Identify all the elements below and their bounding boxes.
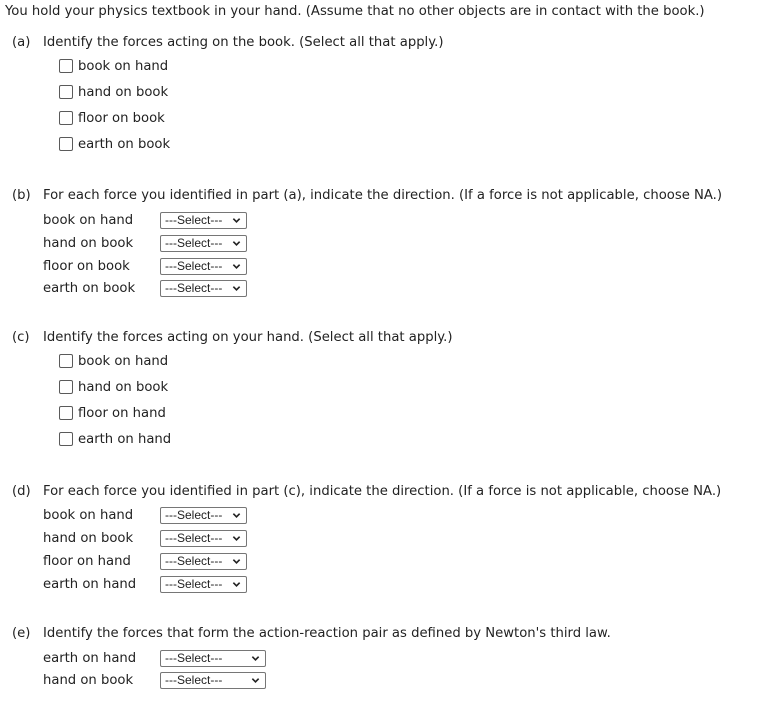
force-label: hand on book	[43, 236, 134, 251]
pair-select[interactable]	[160, 650, 266, 667]
part-d-label: (d)	[12, 484, 31, 499]
checkbox[interactable]	[59, 406, 73, 420]
select-value: ---Select---	[165, 508, 223, 522]
pair-select[interactable]	[160, 672, 266, 689]
option-label: book on hand	[78, 354, 169, 369]
part-a-option[interactable]	[59, 85, 168, 105]
direction-select[interactable]	[160, 576, 247, 593]
part-b-question-row	[12, 188, 722, 203]
force-label: book on hand	[43, 508, 134, 523]
force-label: earth on hand	[43, 651, 137, 666]
direction-select[interactable]	[160, 280, 247, 297]
chevron-down-icon	[251, 654, 260, 663]
part-a-option[interactable]	[59, 137, 170, 157]
part-a-question-row	[12, 35, 443, 50]
chevron-down-icon	[232, 511, 241, 520]
part-a-question: Identify the forces acting on the book. (Select all that apply.)	[43, 35, 444, 50]
checkbox[interactable]	[59, 354, 73, 368]
select-value: ---Select---	[165, 577, 223, 591]
part-d-question-row	[12, 484, 721, 499]
checkbox[interactable]	[59, 85, 73, 99]
option-label: hand on book	[78, 85, 169, 100]
select-value: ---Select---	[165, 554, 223, 568]
chevron-down-icon	[232, 216, 241, 225]
direction-select[interactable]	[160, 258, 247, 275]
direction-select[interactable]	[160, 235, 247, 252]
chevron-down-icon	[232, 262, 241, 271]
part-e-question-row	[12, 626, 611, 641]
option-label: floor on book	[78, 111, 165, 126]
part-d-question: For each force you identified in part (c), indicate the direction. (If a force is not applicable, choose NA.)	[43, 484, 722, 499]
part-c-option[interactable]	[59, 380, 168, 400]
select-value: ---Select---	[165, 281, 223, 295]
part-b-label: (b)	[12, 188, 31, 203]
part-c-option[interactable]	[59, 354, 168, 374]
chevron-down-icon	[232, 239, 241, 248]
checkbox[interactable]	[59, 432, 73, 446]
checkbox[interactable]	[59, 380, 73, 394]
part-c-label: (c)	[12, 330, 30, 345]
force-label: earth on hand	[43, 577, 137, 592]
direction-select[interactable]	[160, 553, 247, 570]
chevron-down-icon	[232, 557, 241, 566]
chevron-down-icon	[232, 580, 241, 589]
part-a-label: (a)	[12, 35, 31, 50]
direction-select[interactable]	[160, 212, 247, 229]
force-label: earth on book	[43, 281, 136, 296]
part-c-option[interactable]	[59, 406, 166, 426]
checkbox[interactable]	[59, 59, 73, 73]
option-label: earth on hand	[78, 432, 172, 447]
part-e-question: Identify the forces that form the action-reaction pair as defined by Newton's third law.	[43, 626, 611, 641]
checkbox[interactable]	[59, 137, 73, 151]
force-label: hand on book	[43, 673, 134, 688]
part-a-option[interactable]	[59, 111, 165, 131]
select-value: ---Select---	[165, 673, 223, 687]
select-value: ---Select---	[165, 531, 223, 545]
part-c-question-row	[12, 330, 453, 345]
chevron-down-icon	[251, 676, 260, 685]
option-label: hand on book	[78, 380, 169, 395]
part-c-option[interactable]	[59, 432, 171, 452]
direction-select[interactable]	[160, 507, 247, 524]
part-b-question: For each force you identified in part (a), indicate the direction. (If a force is not applicable, choose NA.)	[43, 188, 723, 203]
force-label: floor on hand	[43, 554, 131, 569]
force-label: hand on book	[43, 531, 134, 546]
problem-intro: You hold your physics textbook in your hand. (Assume that no other objects are in contact with the book.)	[5, 4, 705, 19]
option-label: earth on book	[78, 137, 171, 152]
select-value: ---Select---	[165, 236, 223, 250]
select-value: ---Select---	[165, 259, 223, 273]
direction-select[interactable]	[160, 530, 247, 547]
select-value: ---Select---	[165, 651, 223, 665]
chevron-down-icon	[232, 284, 241, 293]
force-label: book on hand	[43, 213, 134, 228]
select-value: ---Select---	[165, 213, 223, 227]
force-label: floor on book	[43, 259, 130, 274]
part-c-question: Identify the forces acting on your hand. (Select all that apply.)	[43, 330, 453, 345]
option-label: book on hand	[78, 59, 169, 74]
option-label: floor on hand	[78, 406, 166, 421]
checkbox[interactable]	[59, 111, 73, 125]
chevron-down-icon	[232, 534, 241, 543]
part-e-label: (e)	[12, 626, 31, 641]
part-a-option[interactable]	[59, 59, 168, 79]
